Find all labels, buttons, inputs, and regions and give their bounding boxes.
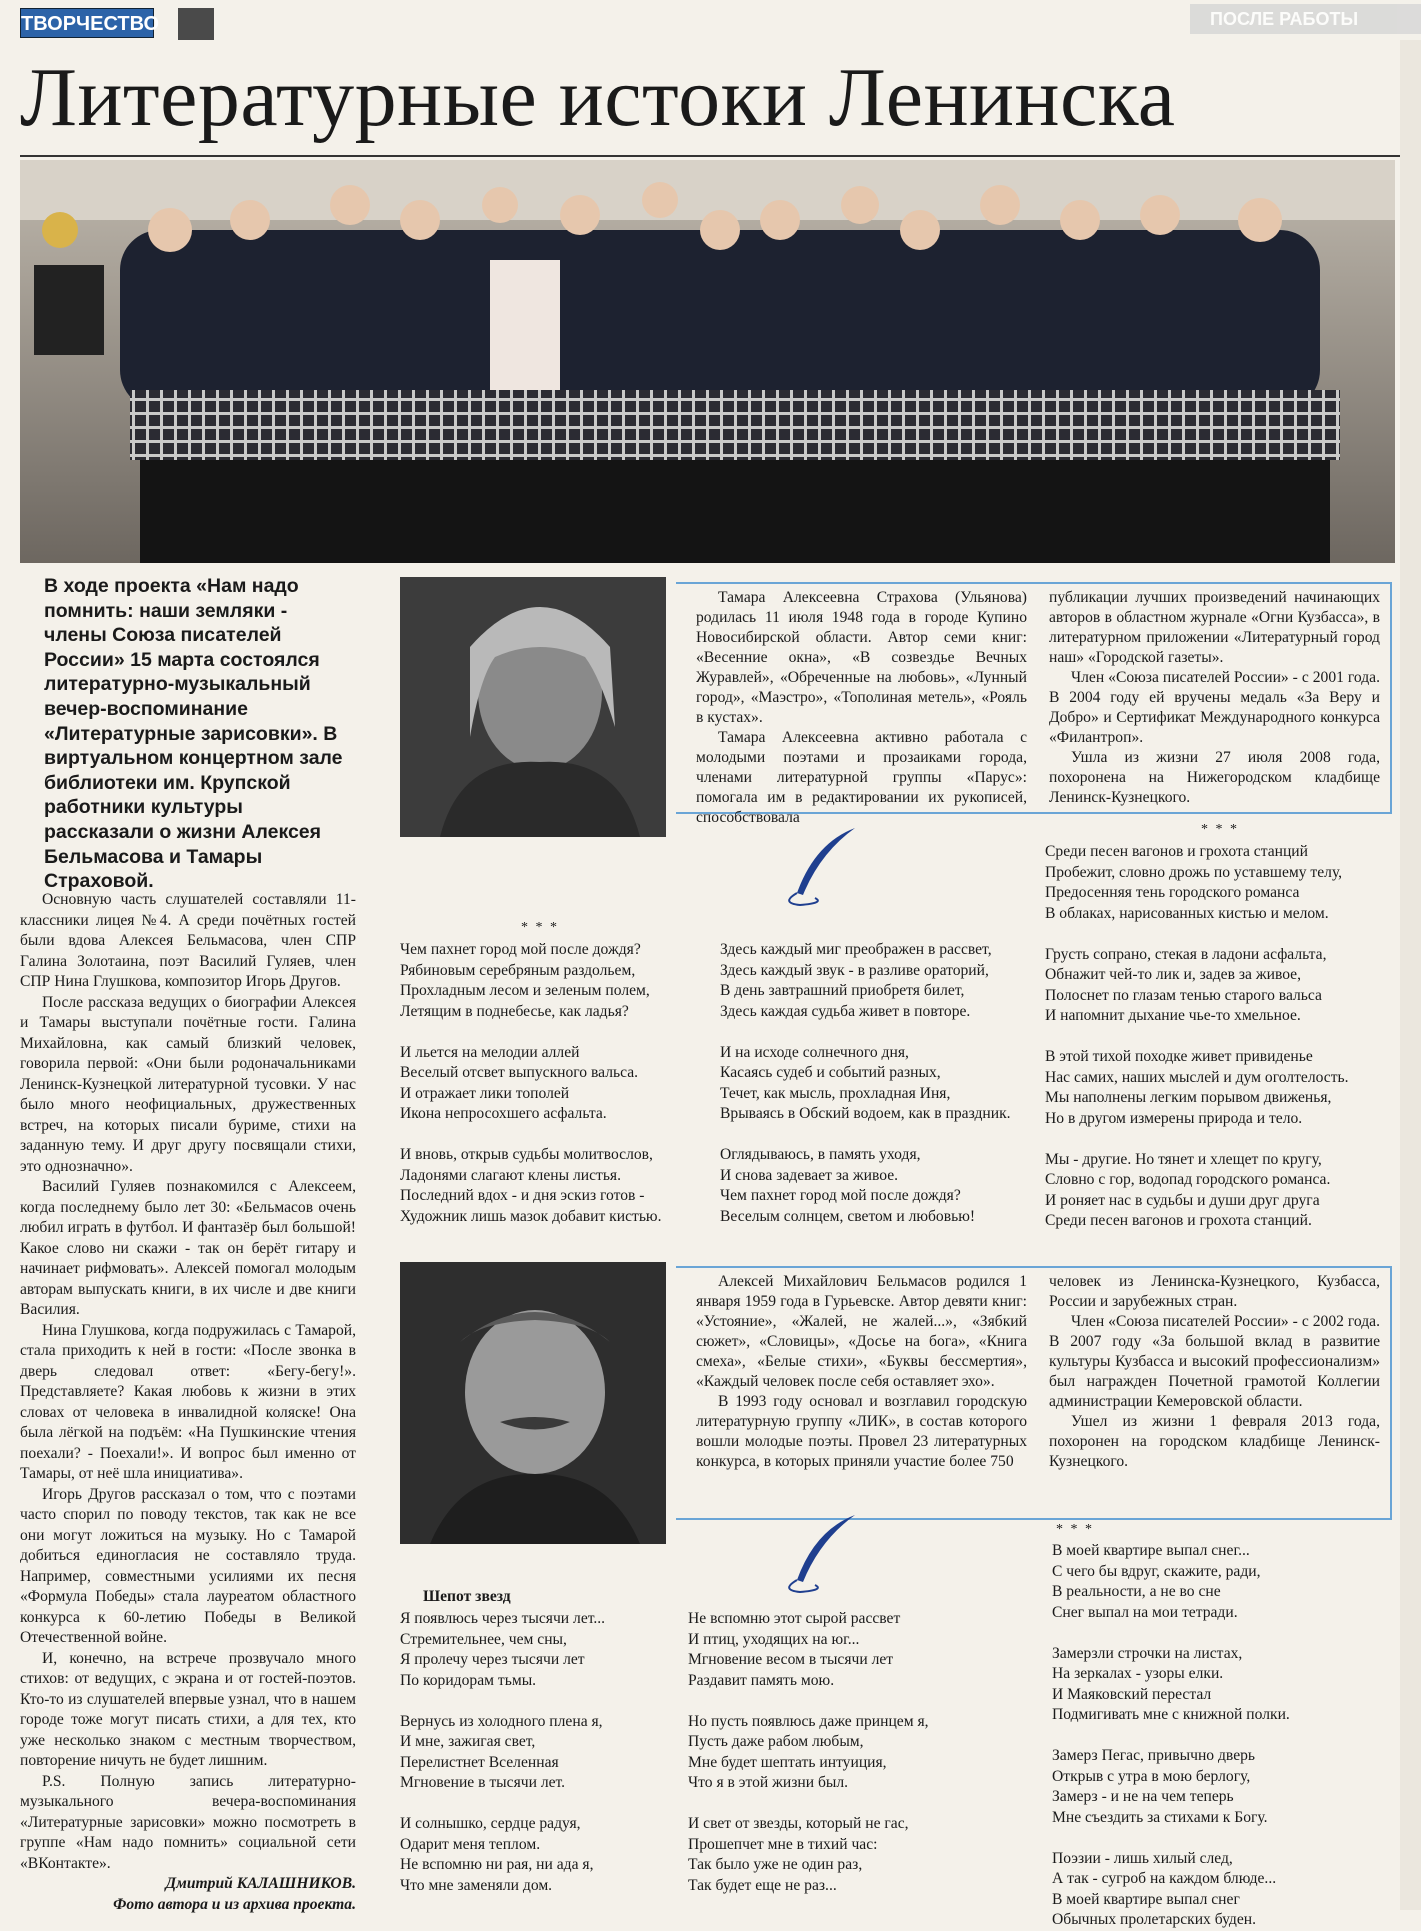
portrait-belmasov [400,1262,666,1544]
people-row [120,182,1340,563]
poem-title: Шепот звезд [423,1588,511,1605]
body-paragraph: И, конечно, на встрече прозвучало много стихов: от ведущих, с экрана и от гостей-поэтов. Кто-то из слушателей впервые узнал, что в нашем городе тоже могут писать стихи, а для тех, кто уже несколько знаком с местным творчеством, повторение ничуть не будет лишним. [20,1649,356,1769]
body-paragraph: Василий Гуляев познакомился с Алексеем, когда последнему было лет 30: «Бельмасов очень любил играть в футбол. И фантазёр был большой! Какое слово ни скажи - так он берёт гитару и начинает рифмовать». Алексей помогал молодым авторам выпускать книги, в их числе и две книги Василия. [20,1178,356,1318]
bio-box-strakhova [676,582,1392,826]
poem-strakhova-2: Здесь каждый миг преображен в рассвет, Здесь каждый звук - в разливе ораторий, В день завтрашний приобретя билет, Здесь каждая судьба живет в повторе. И на исходе солнечного дня, Касаясь судеб и событий разных, Течет, как мысль, прохладная Иня, Врываясь в Обский водоем, как в праздник. Оглядываюсь, в память уходя, И снова задевает за живое. Чем пахнет город мой после дождя? Веселым солнцем, светом и любовью! [720,941,1011,1225]
body-paragraph: Нина Глушкова, когда подружилась с Тамарой, стала приходить к ней в гости: «После звонка в дверь следовал ответ: «Бегу-бегу!». Представляете? Какая любовь к жизни в этих словах от человека в инвалидной коляске! Она была лёгкой на подъём: «На Пушкинские чтения поехали? - Поехали!». И вопрос был именно от Тамары, от неё шла инициатива». [20,1321,356,1482]
bio-paragraph: Член «Союза писателей России» - с 2002 года. В 2007 году «За большой вклад в развитие культуры Кузбасса и высокий профессионализм» был награжден Почетной грамотой Коллегии администрации Кемеровской области. [1049,1313,1380,1410]
photo-credit: Фото автора и из архива проекта. [113,1895,356,1913]
rubric-label: ТВОРЧЕСТВО [20,8,154,38]
headline: Литературные истоки Ленинска [20,51,1176,144]
quill-icon [775,1510,865,1600]
stars-separator: * * * [1056,1522,1094,1537]
body-paragraph: P.S. Полную запись литературно-музыкального вечера-воспоминания «Литературные зарисовки» можно посмотреть в группе «Нам надо помнить» социальной сети «ВКонтакте». [20,1772,356,1872]
neighbor-rubric-label: ПОСЛЕ РАБОТЫ [1190,4,1421,34]
bio-paragraph: публикации лучших произведений начинающих авторов в областном журнале «Огни Кузбасса», в литературном приложении «Литературный город наш» «Городской газеты». [1049,589,1380,666]
article-body [20,890,356,1915]
bio-paragraph: Тамара Алексеевна активно работала с молодыми поэтами и прозаиками города, членами литературной группы «Парус»: помогала им в редактировании их рукописей, способствовала [696,729,1027,826]
poem-belmasov-3: В моей квартире выпал снег... С чего бы вдруг, скажите, ради, В реальности, а не во сне Снег выпал на мои тетради. Замерзли строчки на листах, На зеркалах - узоры елки. И Маяковский перестал Подмигивать мне с книжной полки. Замерз Пегас, привычно дверь Открыв с утра в мою берлогу, Замерз - и не на чем теперь Мне съездить за стихами к Богу. Поэзии - лишь хилый след, А так - сугроб на каждом блюде... В моей квартире выпал снег Обычных пролетарских буден. [1052,1542,1290,1928]
body-paragraph: После рассказа ведущих о биографии Алексея и Тамары выступали почётные гости. Галина Михайловна, как самый близкий человек, говорила первой: «Они были родоначальниками Ленинск-Кузнецкой литературной тусовки. У нас было много неофициальных, дружественных встреч, на которых писали буриме, стихи на заданную тему. И друг другу посвящали стихи, это однозначно». [20,993,356,1175]
poem-strakhova-1: Чем пахнет город мой после дождя? Рябиновым серебряным раздольем, Прохладным лесом и зеленым полем, Летящим в поднебесье, как ладья? И льется на мелодии аллей Веселый отсвет выпускного вальса. И отражает лики тополей Икона непросохшего асфальта. И вновь, открыв судьбы молитвослов, Ладонями слагают клены листья. Последний вдох - и дня эскиз готов - Художник лишь мазок добавит кистью. [400,941,662,1225]
bio-box-belmasov [676,1266,1392,1520]
body-paragraph: Игорь Другов рассказал о том, что с поэтами часто спорил по поводу текстов, так как не все они могут ложиться на музыку. Но с Тамарой добиться единогласия не составляло труда. Например, совместными усилиями их песня «Формула Победы» стала лауреатом областного конкурса к 60-летию Победы в Великой Отечественной войне. [20,1485,356,1646]
author-signature: Дмитрий КАЛАШНИКОВ. [165,1875,356,1892]
lead-paragraph: В ходе проекта «Нам надо помнить: наши земляки - члены Союза писателей России» 15 марта состоялся литературно-музыкальный вечер-воспоминание «Литературные зарисовки». В виртуальном концертном зале библиотеки им. Крупской работники культуры рассказали о жизни Алексея Бельмасова и Тамары Страховой. [44,575,343,893]
quill-icon [775,823,865,913]
rubric-square [178,8,214,40]
stars-separator: * * * [521,920,559,935]
poem-belmasov-1: Я появлюсь через тысячи лет... Стремительнее, чем сны, Я пролечу через тысячи лет По коридорам тьмы. Вернусь из холодного плена я, И мне, зажигая свет, Перелистнет Вселенная Мгновение в тысячи лет. И солнышко, сердце радуя, Одарит меня теплом. Не вспомню ни рая, ни ада я, Что мне заменяли дом. [400,1610,606,1894]
bio-paragraph: Тамара Алексеевна Страхова (Ульянова) родилась 11 июля 1948 года в городе Купино Новосибирской области. Автор семи книг: «Весенние окна», «В созвездье Вечных Журавлей», «Обреченные на любовь», «Лунный город», «Маэстро», «Тополиная метель», «Рояль в кустах». [696,589,1027,726]
headline-rule [20,155,1400,157]
bio-paragraph: В 1993 году основал и возглавил городскую литературную группу «ЛИК», в состав которого вошли молодые поэты. Провел 23 литературных конкурса, в которых приняли участие более 750 [696,1393,1027,1470]
bio-paragraph: Ушла из жизни 27 июля 2008 года, похоронена на Нижегородском кладбище Ленинск-Кузнецкого. [1049,749,1380,806]
poem-belmasov-2: Не вспомню этот сырой рассвет И птиц, уходящих на юг... Мгновение весом в тысячи лет Раздавит память мою. Но пусть появлюсь даже принцем я, Пусть даже рабом любым, Мне будет шептать интуиция, Что я в этой жизни был. И свет от звезды, который не гас, Прошепчет мне в тихий час: Так было уже не один раз, Так будет еще не раз... [688,1610,929,1894]
body-paragraph: Основную часть слушателей составляли 11-классники лицея №4. А среди почётных гостей были вдова Алексея Бельмасова, член СПР Галина Золотаина, поэт Василий Гуляев, член СПР Нина Глушкова, композитор Игорь Другов. [20,891,356,990]
bio-paragraph: Алексей Михайлович Бельмасов родился 1 января 1959 года в Гурьевске. Автор девяти книг: «Устояние», «Жалей, не жалей...», «Зябкий сюжет», «Словицы», «Досье на бога», «Книга смеха», «Белые стихи», «Буквы бессмертия», «Каждый человек после себя оставляет эхо». [696,1273,1027,1390]
poem-strakhova-3: Среди песен вагонов и грохота станций Пробежит, словно дрожь по уставшему телу, Предосенняя тень городского романса В облаках, нарисованных кистью и мелом. Грусть сопрано, стекая в ладони асфальта, Обнажит чей-то лик и, задев за живое, Полоснет по глазам тенью старого вальса И напомнит дыхание чье-то хмельное. В этой тихой походке живет привиденье Нас самих, наших мыслей и дум оголтелость. Мы наполнены легким порывом движенья, Но в другом измерены природа и тело. Мы - другие. Но тянет и хлещет по кругу, Словно с гор, водопад городского романса. И роняет нас в судьбы и души друг друга Среди песен вагонов и грохота станций. [1045,843,1349,1229]
neighbor-page-strip [1400,40,1421,1910]
bio-paragraph: человек из Ленинска-Кузнецкого, Кузбасса, России и зарубежных стран. [1049,1273,1380,1310]
stars-separator: * * * [1201,822,1239,837]
group-photo [20,160,1395,563]
bio-paragraph: Ушел из жизни 1 февраля 2013 года, похоронен на городском кладбище Ленинск-Кузнецкого. [1049,1413,1380,1470]
portrait-strakhova [400,577,666,837]
bio-paragraph: Член «Союза писателей России» - с 2001 года. В 2004 году ей вручены медаль «За Веру и Добро» и Сертификат Международного конкурса «Филантроп». [1049,669,1380,746]
